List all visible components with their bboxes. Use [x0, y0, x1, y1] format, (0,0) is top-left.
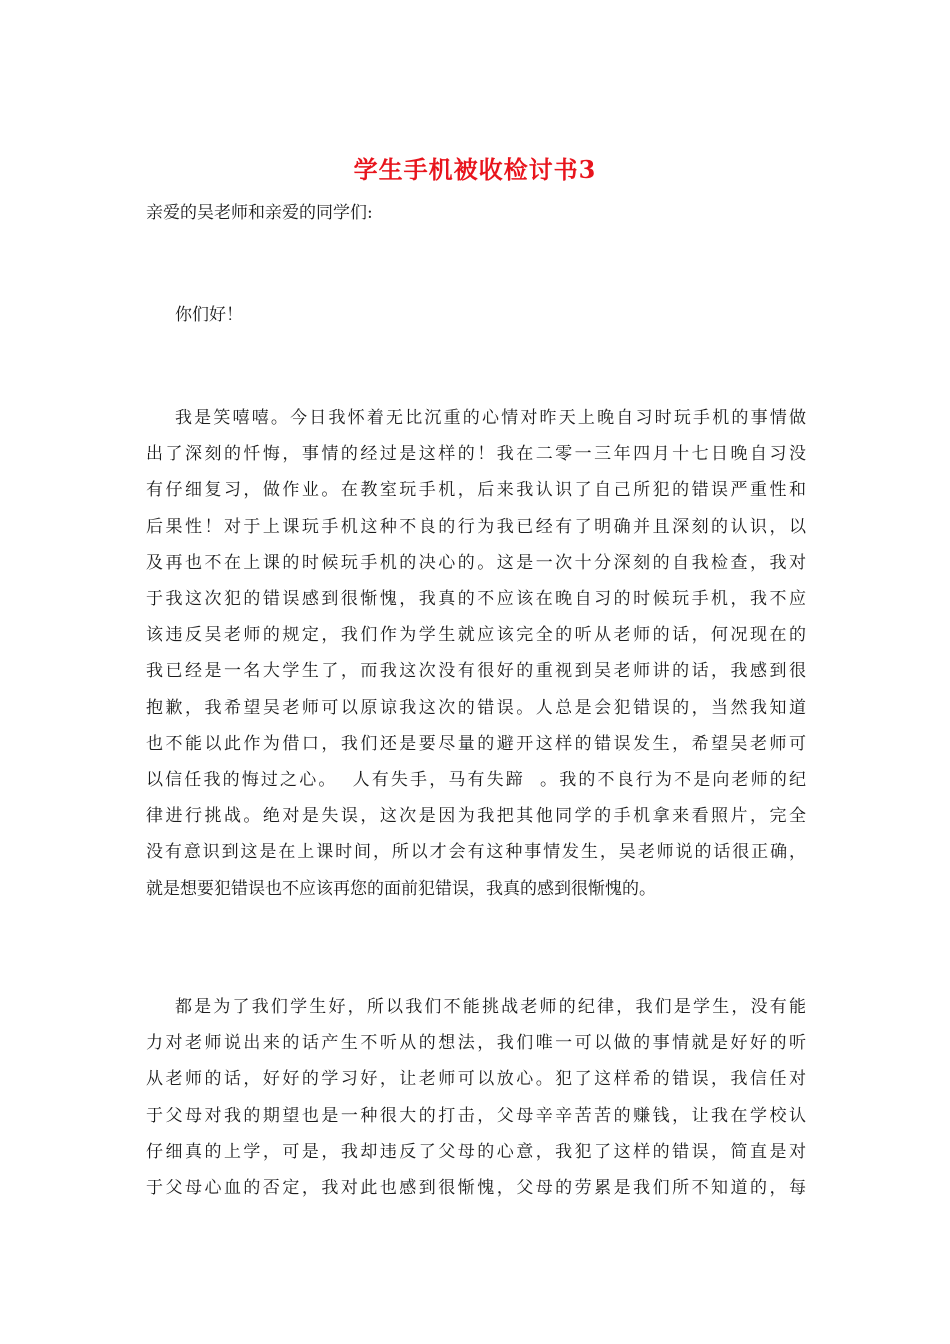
paragraph-line: 于我这次犯的错误感到很惭愧，我真的不应该在晚自习的时候玩手机，我不应 [146, 589, 806, 610]
document-title: 学生手机被收检讨书3 [353, 155, 597, 184]
paragraph-line: 出了深刻的忏悔，事情的经过是这样的！我在二零一三年四月十七日晚自习没 [146, 444, 806, 465]
salutation: 亲爱的吴老师和亲爱的同学们: [146, 203, 373, 223]
paragraph-line: 我已经是一名大学生了，而我这次没有很好的重视到吴老师讲的话，我感到很 [146, 661, 806, 682]
paragraph-line: 以信任我的悔过之心。 人有失手，马有失蹄 。我的不良行为不是向老师的纪 [146, 770, 806, 791]
paragraph-line: 我是笑嘻嘻。今日我怀着无比沉重的心情对昨天上晚自习时玩手机的事情做 [175, 408, 806, 428]
paragraph-line: 律进行挑战。绝对是失误，这次是因为我把其他同学的手机拿来看照片，完全 [146, 806, 806, 827]
paragraph-1 [146, 400, 806, 907]
paragraph-line: 就是想要犯错误也不应该再您的面前犯错误，我真的感到很惭愧的。 [146, 878, 656, 899]
paragraph-line: 从老师的话，好好的学习好，让老师可以放心。犯了这样希的错误，我信任对 [146, 1069, 806, 1090]
paragraph-line: 抱歉，我希望吴老师可以原谅我这次的错误。人总是会犯错误的，当然我知道 [146, 697, 806, 718]
paragraph-line: 该违反吴老师的规定，我们作为学生就应该完全的听从老师的话，何况现在的 [146, 625, 806, 646]
paragraph-line: 于父母对我的期望也是一种很大的打击，父母辛辛苦苦的赚钱，让我在学校认 [146, 1105, 806, 1126]
paragraph-line: 及再也不在上课的时候玩手机的决心的。这是一次十分深刻的自我检查，我对 [146, 552, 806, 573]
paragraph-line: 于父母心血的否定，我对此也感到很惭愧，父母的劳累是我们所不知道的，每 [146, 1178, 806, 1199]
paragraph-line: 也不能以此作为借口，我们还是要尽量的避开这样的错误发生，希望吴老师可 [146, 733, 806, 754]
paragraph-line: 都是为了我们学生好，所以我们不能挑战老师的纪律，我们是学生，没有能 [175, 997, 806, 1017]
paragraph-line: 力对老师说出来的话产生不听从的想法，我们唯一可以做的事情就是好好的听 [146, 1033, 806, 1054]
paragraph-line: 有仔细复习，做作业。在教室玩手机，后来我认识了自己所犯的错误严重性和 [146, 480, 806, 501]
paragraph-line: 后果性！对于上课玩手机这种不良的行为我已经有了明确并且深刻的认识，以 [146, 516, 806, 537]
paragraph-2 [146, 989, 806, 1206]
paragraph-line: 没有意识到这是在上课时间，所以才会有这种事情发生，吴老师说的话很正确， [146, 842, 806, 863]
greeting: 你们好！ [175, 305, 243, 325]
paragraph-line: 仔细真的上学，可是，我却违反了父母的心意，我犯了这样的错误，简直是对 [146, 1141, 806, 1162]
